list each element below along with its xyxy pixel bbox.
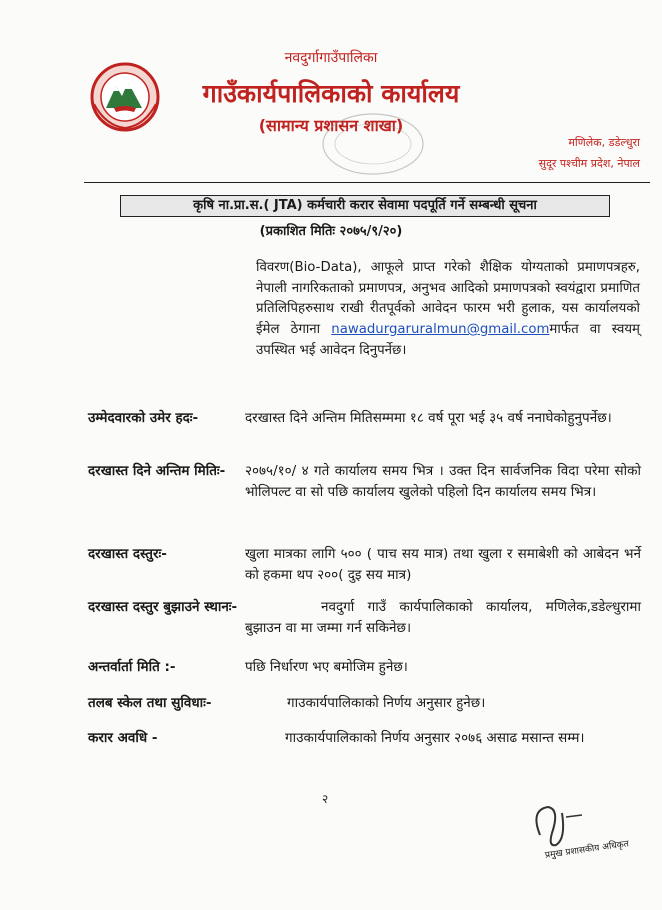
salary-scale-value: गाउकार्यपालिकाको निर्णय अनुसार हुनेछ।: [287, 695, 486, 711]
fee-value: खुला मात्रका लागि ५०० ( पाच सय मात्र) तथा खुला र समाबेशी को आबेदन भर्ने को हकमा थप २००( दुइ सय मात्र): [245, 546, 641, 583]
contract-period-label: करार अवधि -: [88, 730, 158, 746]
office-title: गाउँकार्यपालिकाको कार्यालय: [202, 79, 460, 108]
intro-text-before: विवरण(Bio-Data), आफूले प्राप्त गरेको शैक्षिक योग्यताको प्रमाणपत्रहरु, नेपाली नागरिकताको प्रमाणपत्र, अनुभव आदिको प्रमाणपत्रको स्वयंद्वारा प्रमाणित प्रतिलिपिहरुसाथ राखी रीतपूर्वको आवेदन फारम भरी हुलाक, यस कार्यालयको ईमेल ठेगाना: [256, 260, 640, 338]
fee-label: दरखास्त दस्तुरः-: [88, 546, 167, 562]
published-date: (प्रकाशित मितिः २०७५/९/२०): [259, 224, 403, 239]
deadline-value: २०७५/१०/ ४ गते कार्यालय समय भित्र । उक्त दिन सार्वजनिक विदा परेमा सोको भोलिपल्ट वा सो पछि कार्यालय खुलेको पहिलो दिन कार्यालय समय भित्र।: [245, 463, 641, 500]
intro-paragraph: [256, 258, 640, 362]
contract-period-value: गाउकार्यपालिकाको निर्णय अनुसार २०७६ असाढ मसान्त सम्म।: [285, 730, 585, 746]
age-limit-label: उम्मेदवारको उमेर हदः-: [88, 410, 199, 426]
signature-icon: [500, 795, 650, 875]
fee-payment-place-value: नवदुर्गा गाउँ कार्यपालिकाको कार्यालय, मणिलेक,डडेल्धुरामा बुझाउन वा मा जम्मा गर्न सकिनेछ।: [245, 599, 641, 636]
deadline-label: दरखास्त दिने अन्तिम मितिः-: [88, 463, 226, 479]
signatory-title: प्रमुख प्रशासकीय अधिकृत: [544, 839, 630, 861]
fee-payment-place-label: दरखास्त दस्तुर बुझाउने स्थानः-: [88, 599, 238, 615]
interview-date-label: अन्तर्वार्ता मिति :-: [88, 659, 176, 675]
interview-date-value: पछि निर्धारण भए बमोजिम हुनेछ।: [245, 659, 408, 675]
address-line-1: मणिलेक, डडेल्धुरा: [568, 136, 640, 149]
salary-scale-label: तलब स्केल तथा सुविधाः-: [88, 695, 212, 711]
page-number: २: [322, 792, 329, 806]
branch-name: (सामान्य प्रशासन शाखा): [258, 116, 404, 135]
municipality-name: नवदुर्गागाउँपालिका: [284, 50, 378, 66]
intro-text-after: मार्फत वा स्वयम् उपस्थित भई आवेदन दिनुपर्नेछ।: [256, 322, 640, 358]
notice-title: कृषि ना.प्रा.स.( JTA) कर्मचारी करार सेवामा पदपूर्ति गर्ने सम्बन्धी सूचना: [120, 195, 610, 217]
header-divider: [84, 182, 650, 183]
email-link[interactable]: nawadurgaruralmun@gmail.com: [331, 322, 550, 338]
age-limit-value: दरखास्त दिने अन्तिम मितिसम्ममा १८ वर्ष पूरा भई ३५ वर्ष ननाघेकोहुनुपर्नेछ।: [245, 410, 612, 426]
address-line-2: सुदूर पश्चीम प्रदेश, नेपाल: [538, 157, 640, 170]
office-stamp-icon: [318, 108, 428, 180]
